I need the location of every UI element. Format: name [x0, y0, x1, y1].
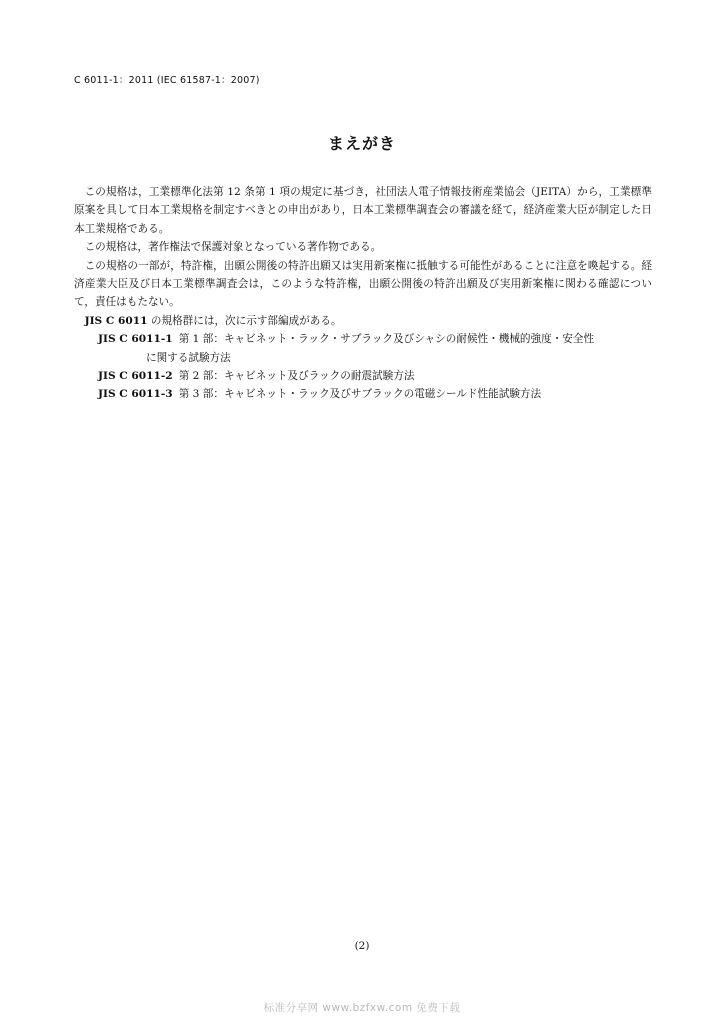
part-item-3 — [74, 385, 652, 403]
foreword-body — [74, 183, 652, 404]
part-item-1 — [74, 330, 652, 367]
part-code: JIS C 6011-2 — [98, 370, 173, 383]
standard-reference-header: C 6011-1：2011 (IEC 61587-1：2007) — [74, 75, 260, 86]
part-title: 第 3 部：キャビネット・ラック及びサブラックの電磁シールド性能試験方法 — [178, 388, 542, 401]
watermark-text: 标准分享网 www.bzfxw.com 免费下载 — [263, 1002, 461, 1014]
paragraph-patent-notice: この規格の一部が，特許権，出願公開後の特許出願又は実用新案権に抵触する可能性があることに注意を喚起する。経済産業大臣及び日本工業標準調査会は，このような特許権，出願公開後の特許出願及び実用新案権に関わる確認について，責任はもたない。 — [74, 259, 652, 309]
part-code: JIS C 6011-3 — [98, 388, 173, 401]
part-title: 第 1 部：キャビネット・ラック・サブラック及びシャシの耐候性・機械的強度・安全性 — [178, 333, 595, 346]
paragraph-enactment: この規格は，工業標準化法第 12 条第 1 項の規定に基づき，社団法人電子情報技術産業協会（JEITA）から，工業標準原案を具して日本工業規格を制定すべきとの申出があり，日本工業標準調査会の審議を経て，経済産業大臣が制定した日本工業規格である。 — [74, 186, 652, 235]
page-title: まえがき — [327, 134, 396, 153]
part-title: 第 2 部：キャビネット及びラックの耐震試験方法 — [178, 370, 415, 383]
paragraph-copyright: この規格は，著作権法で保護対象となっている著作物である。 — [84, 241, 382, 254]
part-item-2 — [74, 367, 652, 385]
parts-intro-code: JIS C 6011 — [84, 314, 148, 327]
page-number: (2) — [354, 940, 370, 952]
part-title-continued: に関する試験方法 — [146, 351, 231, 364]
parts-intro — [74, 312, 652, 330]
part-code: JIS C 6011-1 — [98, 333, 173, 346]
parts-intro-text: の規格群には，次に示す部編成がある。 — [147, 314, 342, 327]
